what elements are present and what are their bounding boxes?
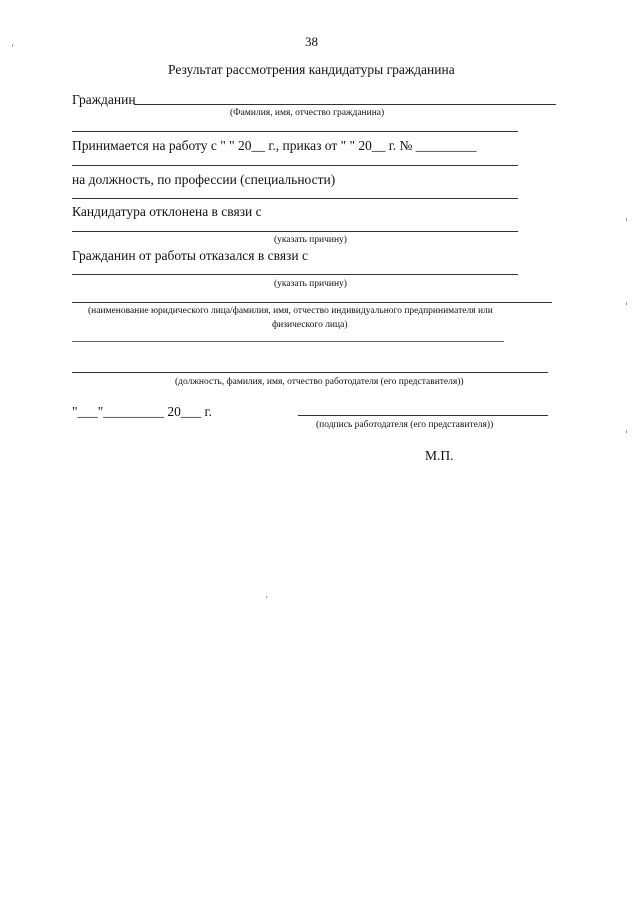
representative-line[interactable] <box>72 372 548 373</box>
scan-speck <box>12 44 13 47</box>
reason-line-2[interactable] <box>72 274 518 275</box>
citizen-name-line[interactable] <box>134 104 556 105</box>
scan-speck <box>626 218 627 221</box>
scan-speck <box>266 596 267 598</box>
signature-line[interactable] <box>298 415 548 416</box>
scan-speck <box>626 302 627 305</box>
blank-line-2[interactable] <box>72 165 518 166</box>
rejected-text: Кандидатура отклонена в связи с <box>72 204 262 219</box>
reason-caption-2: (указать причину) <box>274 279 347 289</box>
blank-line-3[interactable] <box>72 198 518 199</box>
date-field[interactable]: "___"_________ 20___ г. <box>72 404 212 419</box>
reason-line-1[interactable] <box>72 231 518 232</box>
employer-name-line[interactable] <box>72 302 552 303</box>
employer-caption-line2: физического лица) <box>272 320 348 330</box>
reason-caption-1: (указать причину) <box>274 235 347 245</box>
position-text: на должность, по профессии (специальности) <box>72 172 336 187</box>
refused-text: Гражданин от работы отказался в связи с <box>72 248 308 263</box>
citizen-caption: (Фамилия, имя, отчество гражданина) <box>230 108 385 118</box>
page-number: 38 <box>305 34 318 49</box>
signature-caption: (подпись работодателя (его представителя)) <box>316 420 494 430</box>
hired-text: Принимается на работу с " " 20__ г., приказ от " " 20__ г. № _________ <box>72 138 477 153</box>
citizen-label: Гражданин <box>72 92 136 107</box>
document-title: Результат рассмотрения кандидатуры гражданина <box>168 62 455 77</box>
blank-line-1[interactable] <box>72 131 518 132</box>
stamp-label: М.П. <box>425 448 454 463</box>
scan-speck <box>626 430 627 433</box>
representative-caption: (должность, фамилия, имя, отчество работодателя (его представителя)) <box>175 377 464 387</box>
blank-line-4[interactable] <box>72 341 504 342</box>
employer-caption-line1: (наименование юридического лица/фамилия, имя, отчество индивидуального предпринимателя или <box>88 306 493 316</box>
